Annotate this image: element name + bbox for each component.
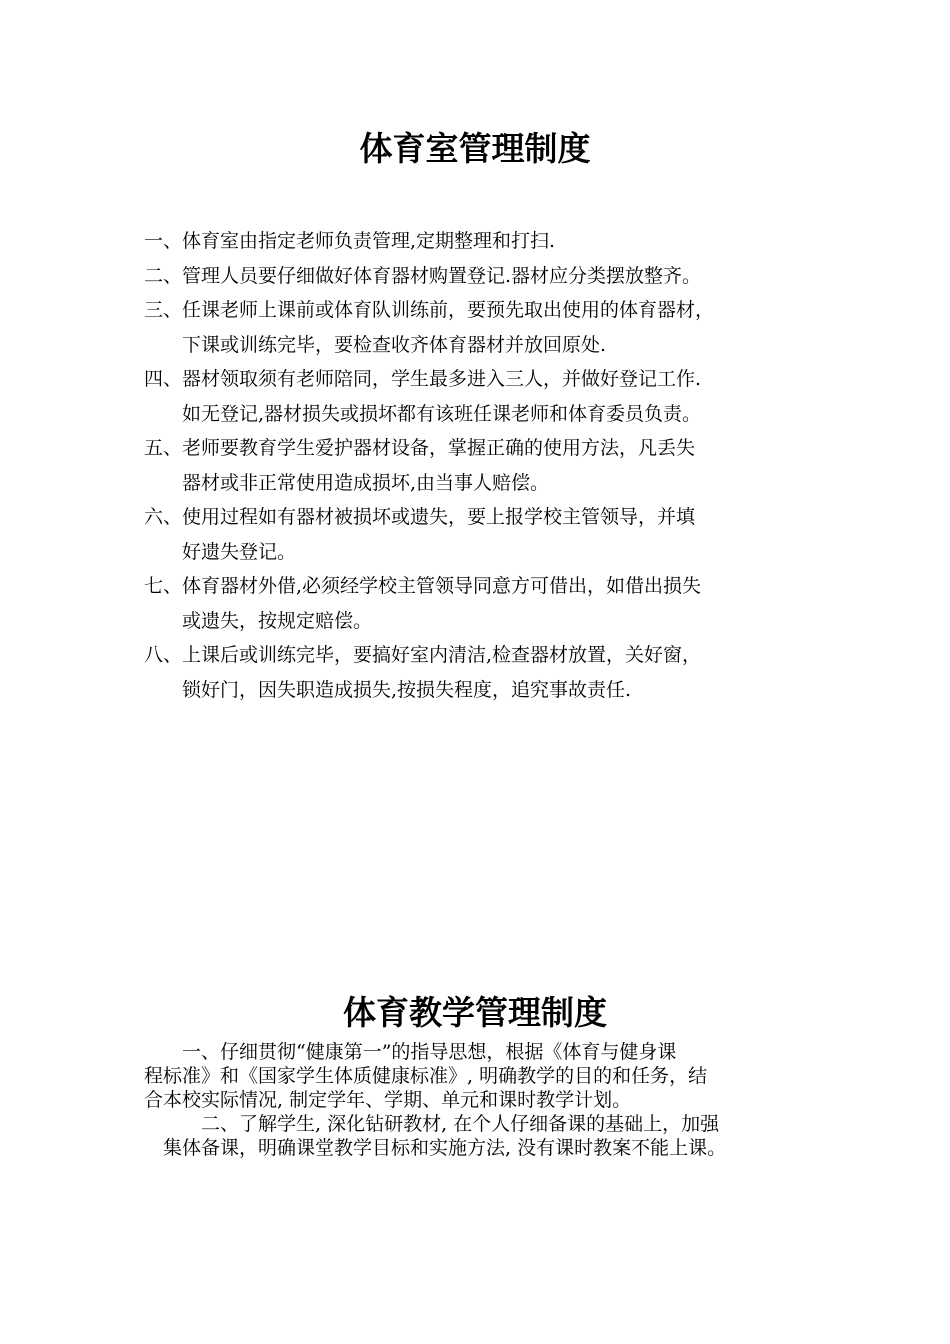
rule-item	[144, 362, 824, 431]
paragraph: 一、仔细贯彻“健康第一”的指导思想，根据《体育与健身课 程标准》和《国家学生体质健康标准》, 明确教学的目的和任务，结 合本校实际情况, 制定学年、学期、单元和课时教学计划。	[144, 1041, 708, 1111]
rule-text: 体育室由指定老师负责管理,定期整理和打扫.	[182, 230, 556, 252]
rule-text: 管理人员要仔细做好体育器材购置登记.器材应分类摆放整齐。	[182, 264, 702, 287]
rule-number: 四、	[144, 368, 183, 390]
rule-number: 六、	[144, 506, 183, 528]
rule-text: 体育器材外借,必须经学校主管领导同意方可借出，如借出损失 或遗失，按规定赔偿。	[182, 575, 702, 632]
rule-number: 七、	[144, 575, 183, 597]
rule-item	[144, 293, 824, 362]
rule-number: 二、	[144, 264, 183, 287]
rule-item	[144, 259, 824, 294]
rule-item	[144, 431, 824, 500]
teaching-management-body	[144, 1040, 814, 1160]
rule-text: 老师要教育学生爱护器材设备，掌握正确的使用方法，凡丢失 器材或非正常使用造成损坏,由当事人赔偿。	[182, 437, 696, 494]
rule-text: 器材领取须有老师陪同，学生最多进入三人，并做好登记工作. 如无登记,器材损失或损坏都有该班任课老师和体育委员负责。	[182, 368, 702, 425]
rule-text: 上课后或训练完毕，要搞好室内清洁,检查器材放置，关好窗， 锁好门，因失职造成损失,按损失程度，追究事故责任.	[182, 644, 702, 701]
page-title-teaching-management: 体育教学管理制度	[343, 993, 607, 1032]
rule-text: 使用过程如有器材被损坏或遗失，要上报学校主管领导，并填 好遗失登记。	[182, 506, 696, 563]
rule-item	[144, 224, 824, 259]
rule-number: 一、	[144, 230, 183, 252]
page-title-equipment-room: 体育室管理制度	[359, 129, 591, 168]
rule-item	[144, 638, 824, 707]
rule-item	[144, 569, 824, 638]
rule-item	[144, 500, 824, 569]
rule-number: 八、	[144, 644, 183, 666]
rule-number: 五、	[144, 437, 183, 459]
paragraph: 二、了解学生, 深化钻研教材, 在个人仔细备课的基础上，加强 集体备课，明确课堂教学目标和实施方法, 没有课时教案不能上课。	[163, 1113, 727, 1159]
rule-text: 任课老师上课前或体育队训练前，要预先取出使用的体育器材， 下课或训练完毕，要检查收齐体育器材并放回原处.	[182, 299, 715, 356]
equipment-room-rules-list	[144, 224, 824, 707]
rule-number: 三、	[144, 299, 183, 321]
